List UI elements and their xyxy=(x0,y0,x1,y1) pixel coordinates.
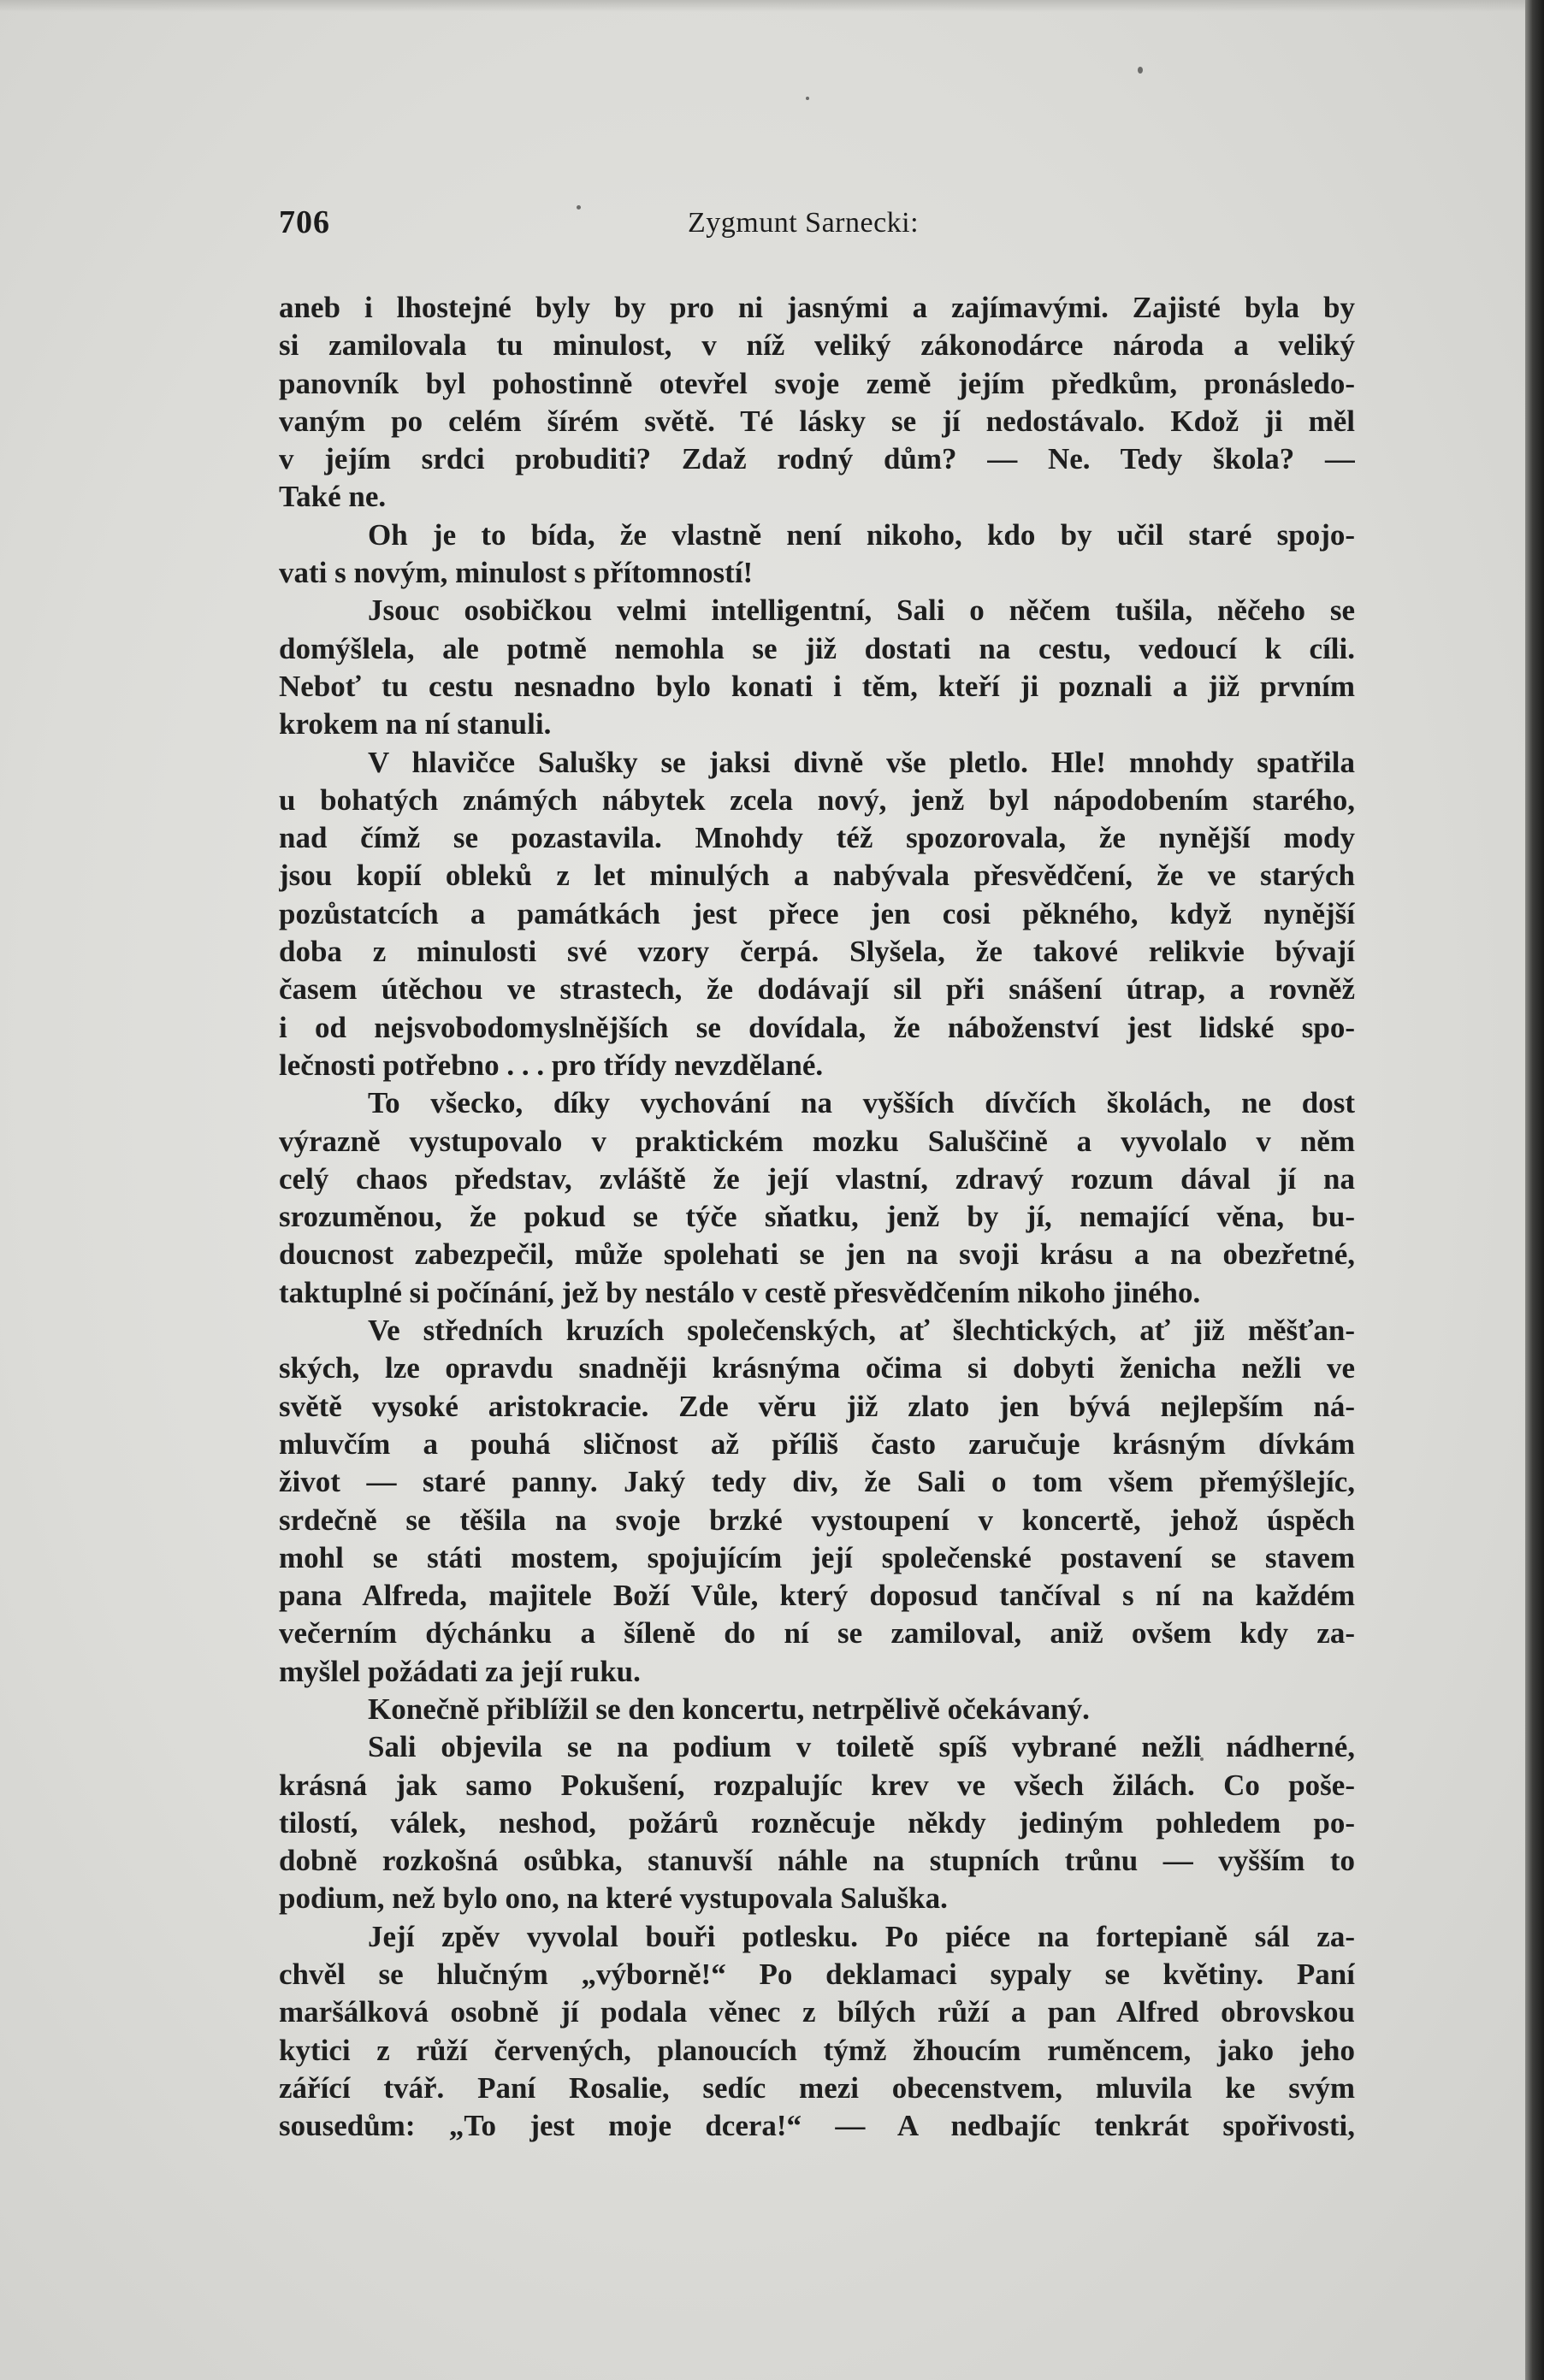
text-line: srdečně se těšila na svoje brzké vystoupení v koncertě, jehož úspěch xyxy=(279,1503,1355,1537)
text-line: podium, než bylo ono, na které vystupovala Saluška. xyxy=(279,1881,948,1916)
text-line: krokem na ní stanuli. xyxy=(279,707,552,741)
text-line: doba z minulosti své vzory čerpá. Slyšela, že takové relikvie bývají xyxy=(279,935,1355,969)
text-line: mohl se státi mostem, spojujícím její společenské postavení se stavem xyxy=(279,1540,1355,1574)
print-speck xyxy=(806,97,809,100)
text-line: maršálková osobně jí podala věnec z bílých růží a pan Alfred obrovskou xyxy=(279,1995,1355,2029)
text-line: světě vysoké aristokracie. Zde věru již zlato jen bývá nejlepším ná- xyxy=(279,1389,1355,1423)
text-line: taktuplné si počínání, jež by nestálo v cestě přesvědčením nikoho jiného. xyxy=(279,1275,1201,1309)
text-line: jsou kopií obleků z let minulých a nabývala přesvědčení, že ve starých xyxy=(279,859,1355,893)
running-head: Zygmunt Sarnecki: xyxy=(688,207,920,239)
page-header xyxy=(279,204,1357,255)
text-line: pana Alfreda, majitele Boží Vůle, který doposud tančíval s ní na každém xyxy=(279,1579,1355,1613)
text-line: chvěl se hlučným „výborně!“ Po deklamaci sypaly se květiny. Paní xyxy=(279,1958,1355,1992)
text-line: Ve středních kruzích společenských, ať šlechtických, ať již měšťan- xyxy=(368,1314,1355,1348)
text-line: V hlavičce Salušky se jaksi divně vše pletlo. Hle! mnohdy spatřila xyxy=(368,745,1355,779)
text-line: v jejím srdci probuditi? Zdaž rodný dům? — Ne. Tedy škola? — xyxy=(279,442,1355,476)
text-line: Její zpěv vyvolal bouři potlesku. Po piéce na fortepianě sál za- xyxy=(368,1919,1355,1953)
text-line: sousedům: „To jest moje dcera!“ — A nedbajíc tenkrát spořivosti, xyxy=(279,2109,1355,2143)
text-line: panovník byl pohostinně otevřel svoje země jejím předkům, pronásledo- xyxy=(279,366,1355,400)
page-binding-edge xyxy=(1525,0,1544,2380)
text-line: doucnost zabezpečil, může spolehati se jen na svoji krásu a na obezřetné, xyxy=(279,1237,1355,1272)
text-line: zářící tvář. Paní Rosalie, sedíc mezi obecenstvem, mluvila ke svým xyxy=(279,2070,1355,2105)
text-line: výrazně vystupovalo v praktickém mozku Saluščině a vyvolalo v něm xyxy=(279,1124,1355,1158)
text-line: Také ne. xyxy=(279,480,387,514)
text-line: u bohatých známých nábytek zcela nový, jenž byl nápodobením starého, xyxy=(279,783,1355,817)
text-line: mluvčím a pouhá sličnost až příliš často zaručuje krásným dívkám xyxy=(279,1426,1355,1461)
text-line: Neboť tu cestu nesnadno bylo konati i těm, kteří ji poznali a již prvním xyxy=(279,669,1355,703)
text-line: kytici z růží červených, planoucích týmž žhoucím ruměncem, jako jeho xyxy=(279,2033,1355,2067)
text-line: domýšlela, ale potmě nemohla se již dostati na cestu, vedoucí k cíli. xyxy=(279,631,1355,665)
text-line: myšlel požádati za její ruku. xyxy=(279,1654,641,1688)
text-line: celý chaos představ, zvláště že její vlastní, zdravý rozum dával jí na xyxy=(279,1161,1355,1196)
text-line: Konečně přiblížil se den koncertu, netrpělivě očekávaný. xyxy=(368,1692,1090,1726)
text-line: dobně rozkošná osůbka, stanuvší náhle na stupních trůnu — vyšším to xyxy=(279,1844,1355,1878)
text-line: aneb i lhostejné byly by pro ni jasnými a zajímavými. Zajisté byla by xyxy=(279,291,1355,324)
text-line: pozůstatcích a památkách jest přece jen cosi pěkného, když nynější xyxy=(279,896,1355,930)
page-number: 706 xyxy=(279,204,330,240)
body-text xyxy=(279,289,1355,2146)
text-line: večerním dýchánku a šíleně do ní se zamiloval, aniž ovšem kdy za- xyxy=(279,1616,1355,1651)
text-line: To všecko, díky vychování na vyšších dívčích školách, ne dost xyxy=(368,1086,1355,1120)
text-line: Oh je to bída, že vlastně není nikoho, kdo by učil staré spojo- xyxy=(368,517,1355,552)
page-top-shadow xyxy=(0,0,1544,12)
text-line: srozuměnou, že pokud se týče sňatku, jenž by jí, nemající věna, bu- xyxy=(279,1200,1355,1234)
text-line: časem útěchou ve strastech, že dodávají sil při snášení útrap, a rovněž xyxy=(279,972,1355,1007)
text-line: Sali objevila se na podium v toiletě spíš vybrané nežli nádherné, xyxy=(368,1730,1355,1764)
text-line: nad čímž se pozastavila. Mnohdy též spozorovala, že nynější mody xyxy=(279,821,1355,855)
text-line: i od nejsvobodomyslnějších se dovídala, že náboženství jest lidské spo- xyxy=(279,1010,1355,1044)
text-line: si zamilovala tu minulost, v níž veliký zákonodárce národa a veliký xyxy=(279,328,1355,363)
text-line: vaným po celém šírém světě. Té lásky se jí nedostávalo. Kdož ji měl xyxy=(279,404,1355,438)
text-line: život — staré panny. Jaký tedy div, že Sali o tom všem přemýšlejíc, xyxy=(279,1465,1355,1499)
text-line: ských, lze opravdu snadněji krásnýma očima si dobyti ženicha nežli ve xyxy=(279,1351,1355,1385)
text-line: krásná jak samo Pokušení, rozpalujíc krev ve všech žilách. Co poše- xyxy=(279,1768,1355,1802)
text-line: vati s novým, minulost s přítomností! xyxy=(279,556,754,590)
print-speck xyxy=(1138,67,1143,74)
text-line: Jsouc osobičkou velmi intelligentní, Sali o něčem tušila, něčeho se xyxy=(368,594,1355,628)
text-line: tilostí, válek, neshod, požárů rozněcuje někdy jediným pohledem po- xyxy=(279,1805,1355,1840)
text-line: lečnosti potřebno . . . pro třídy nevzdělané. xyxy=(279,1048,824,1082)
